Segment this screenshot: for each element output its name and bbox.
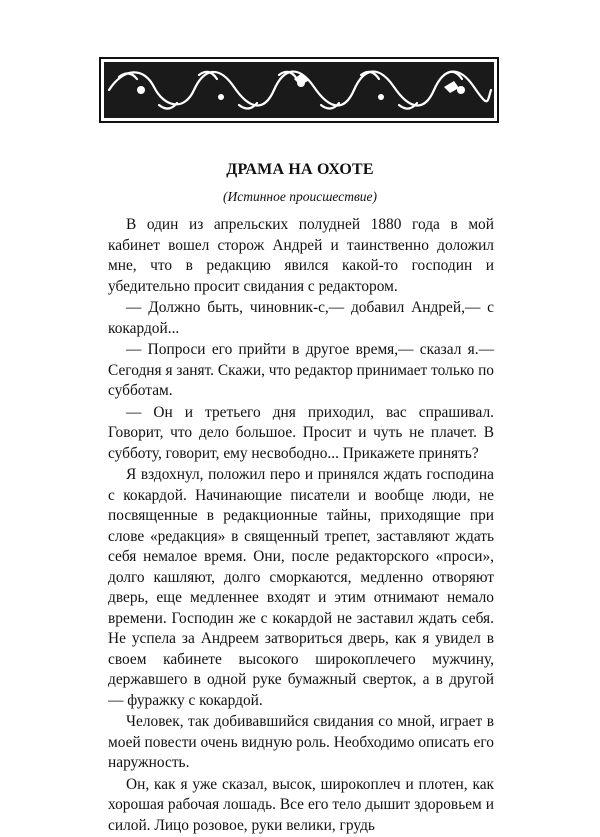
paragraph: — Должно быть, чиновник-с,— добавил Андрей,— с кокардой... <box>108 299 494 337</box>
paragraph: Я вздохнул, положил перо и принялся ждать господина с кокардой. Начинающие писатели и вообще люди, не посвященные в редакционные тайны, приходящие при слове «редакция» в священный трепет, заставляют ждать себя немалое время. Они, после редакторского «проси», долго кашляют, долго сморкаются, медленно отворяют дверь, еще медленнее входят и этим отнимают немало времени. Господин же с кокардой не заставил ждать себя. Не успела за Андреем затвориться дверь, как я увидел в своем кабинете высокого широкоплечего мужчину, державшего в одной руке бумажный сверток, а в другой — фуражку с кокардой. <box>108 466 494 709</box>
paragraph: Человек, так добивавшийся свидания со мной, играет в моей повести очень видную роль. Необходимо описать его наружность. <box>108 713 494 771</box>
paragraph: — Попроси его прийти в другое время,— сказал я.— Сегодня я занят. Скажи, что редактор принимает только по субботам. <box>108 341 495 399</box>
ornament-header-image <box>99 57 499 123</box>
paragraph: — Он и третьего дня приходил, вас спрашивал. Говорит, что дело большое. Просит и чуть не плачет. В субботу, говорит, ему несвободно... Прикажете принять? <box>108 403 494 462</box>
story-body <box>108 215 494 837</box>
paragraph: В один из апрельских полудней 1880 года в мой кабинет вошел сторож Андрей и таинственно доложил мне, что в редакцию явился какой-то господин и убедительно просит свидания с редактором. <box>108 216 494 295</box>
story-title: ДРАМА НА ОХОТЕ <box>226 161 374 178</box>
paragraph: Он, как я уже сказал, высок, широкоплеч и плотен, как хорошая рабочая лошадь. Все его тело дышит здоровьем и силой. Лицо розовое, руки велики, грудь <box>108 775 494 834</box>
story-subtitle: (Истинное происшествие) <box>222 189 378 204</box>
